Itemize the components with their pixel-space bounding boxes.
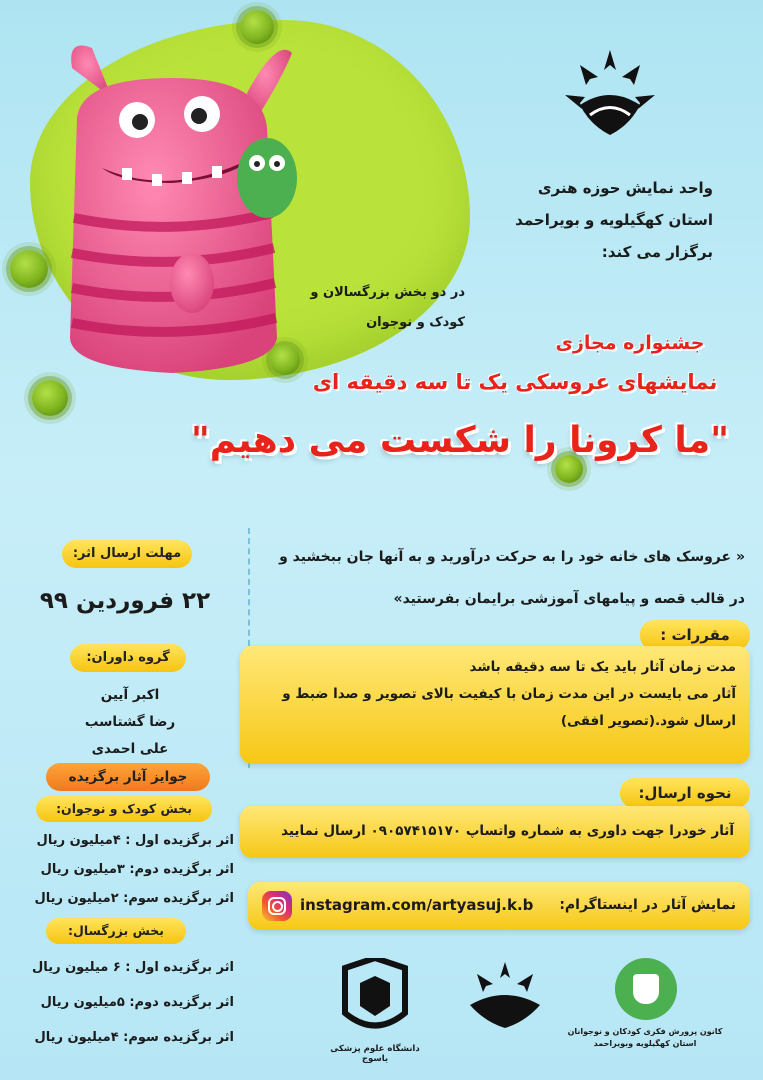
invitation-text: [255, 536, 745, 620]
award-item: اثر برگزیده دوم: ۳میلیون ریال: [40, 862, 234, 877]
kanoon-name: [565, 1026, 725, 1050]
instagram-bar: [248, 882, 750, 930]
university-logo: [340, 958, 410, 1038]
instagram-icon: [262, 891, 292, 921]
kids-awards-list: [6, 826, 234, 913]
virus-icon: [10, 250, 48, 288]
kanoon-logo: [615, 958, 677, 1020]
award-item: اثر برگزیده دوم: ۵میلیون ریال: [40, 995, 234, 1010]
award-item: اثر برگزیده اول : ۶ میلیون ریال: [32, 960, 234, 975]
deadline-label: مهلت ارسال اثر:: [62, 540, 192, 568]
pink-puppet-illustration: [62, 38, 297, 378]
organizer-line: واحد نمایش حوزه هنری: [537, 179, 713, 197]
rules-label: مقررات :: [640, 620, 750, 650]
submission-text: آثار خودرا جهت داوری به شماره واتساپ ۰۹۰۵۷۴۱۵۱۷۰ ارسال نمایید: [281, 823, 734, 839]
jury-list: [40, 682, 220, 763]
rules-line: ارسال شود.(تصویر افقی): [560, 713, 736, 729]
festival-type: نمایشهای عروسکی یک تا سه دقیقه ای: [312, 370, 718, 394]
rules-line: مدت زمان آثار باید یک تا سه دقیقه باشد: [469, 659, 736, 675]
jury-member: اکبر آیین: [100, 687, 160, 703]
instagram-label: نمایش آثار در اینستاگرام:: [559, 897, 736, 913]
award-item: اثر برگزیده سوم: ۲میلیون ریال: [34, 891, 234, 906]
invitation-line: « عروسک های خانه خود را به حرکت درآورید و به آنها جان ببخشید و: [279, 549, 745, 565]
adult-section-label: بخش بزرگسال:: [46, 918, 186, 944]
awards-label: جوایز آثار برگزیده: [46, 763, 210, 791]
rules-card: [240, 646, 750, 764]
rules-text: [240, 646, 750, 731]
invitation-line: در قالب قصه و پیامهای آموزشی برایمان بفرستید»: [393, 591, 745, 607]
sections-note-line: کودک و نوجوان: [366, 315, 465, 330]
rules-line: آثار می بایست در این مدت زمان با کیفیت بالای تصویر و صدا ضبط و: [282, 686, 736, 702]
festival-main-title: "ما کرونا را شکست می دهیم": [191, 420, 729, 461]
instagram-link[interactable]: instagram.com/artyasuj.k.b: [300, 896, 534, 914]
submission-label: نحوه ارسال:: [620, 778, 750, 808]
kanoon-name-line: کانون پرورش فکری کودکان و نوجوانان: [567, 1027, 723, 1036]
hozeh-honari-province-logo: [455, 960, 555, 1032]
sections-note: [305, 278, 465, 338]
sections-note-line: در دو بخش بزرگسالان و: [310, 285, 465, 300]
university-name: دانشگاه علوم پزشکی یاسوج: [330, 1044, 420, 1064]
virus-icon: [32, 380, 68, 416]
organizer-block: [453, 172, 713, 268]
adult-awards-list: [6, 950, 234, 1055]
organizer-line: استان کهگیلویه و بویراحمد: [515, 211, 713, 229]
kanoon-name-line: استان کهگیلویه وبویراحمد: [593, 1039, 697, 1048]
jury-member: علی احمدی: [91, 741, 169, 757]
organizer-line: برگزار می کند:: [601, 243, 713, 261]
award-item: اثر برگزیده سوم: ۴میلیون ریال: [34, 1030, 234, 1045]
kids-section-label: بخش کودک و نوجوان:: [36, 796, 212, 822]
deadline-date: ۲۲ فروردین ۹۹: [39, 588, 211, 614]
festival-subtitle: جشنواره مجازی: [555, 332, 705, 354]
hozeh-honari-logo: [560, 45, 660, 145]
jury-member: رضا گشتاسب: [84, 714, 176, 730]
award-item: اثر برگزیده اول : ۴میلیون ریال: [36, 833, 234, 848]
submission-card: [240, 806, 750, 858]
jury-label: گروه داوران:: [70, 644, 186, 672]
